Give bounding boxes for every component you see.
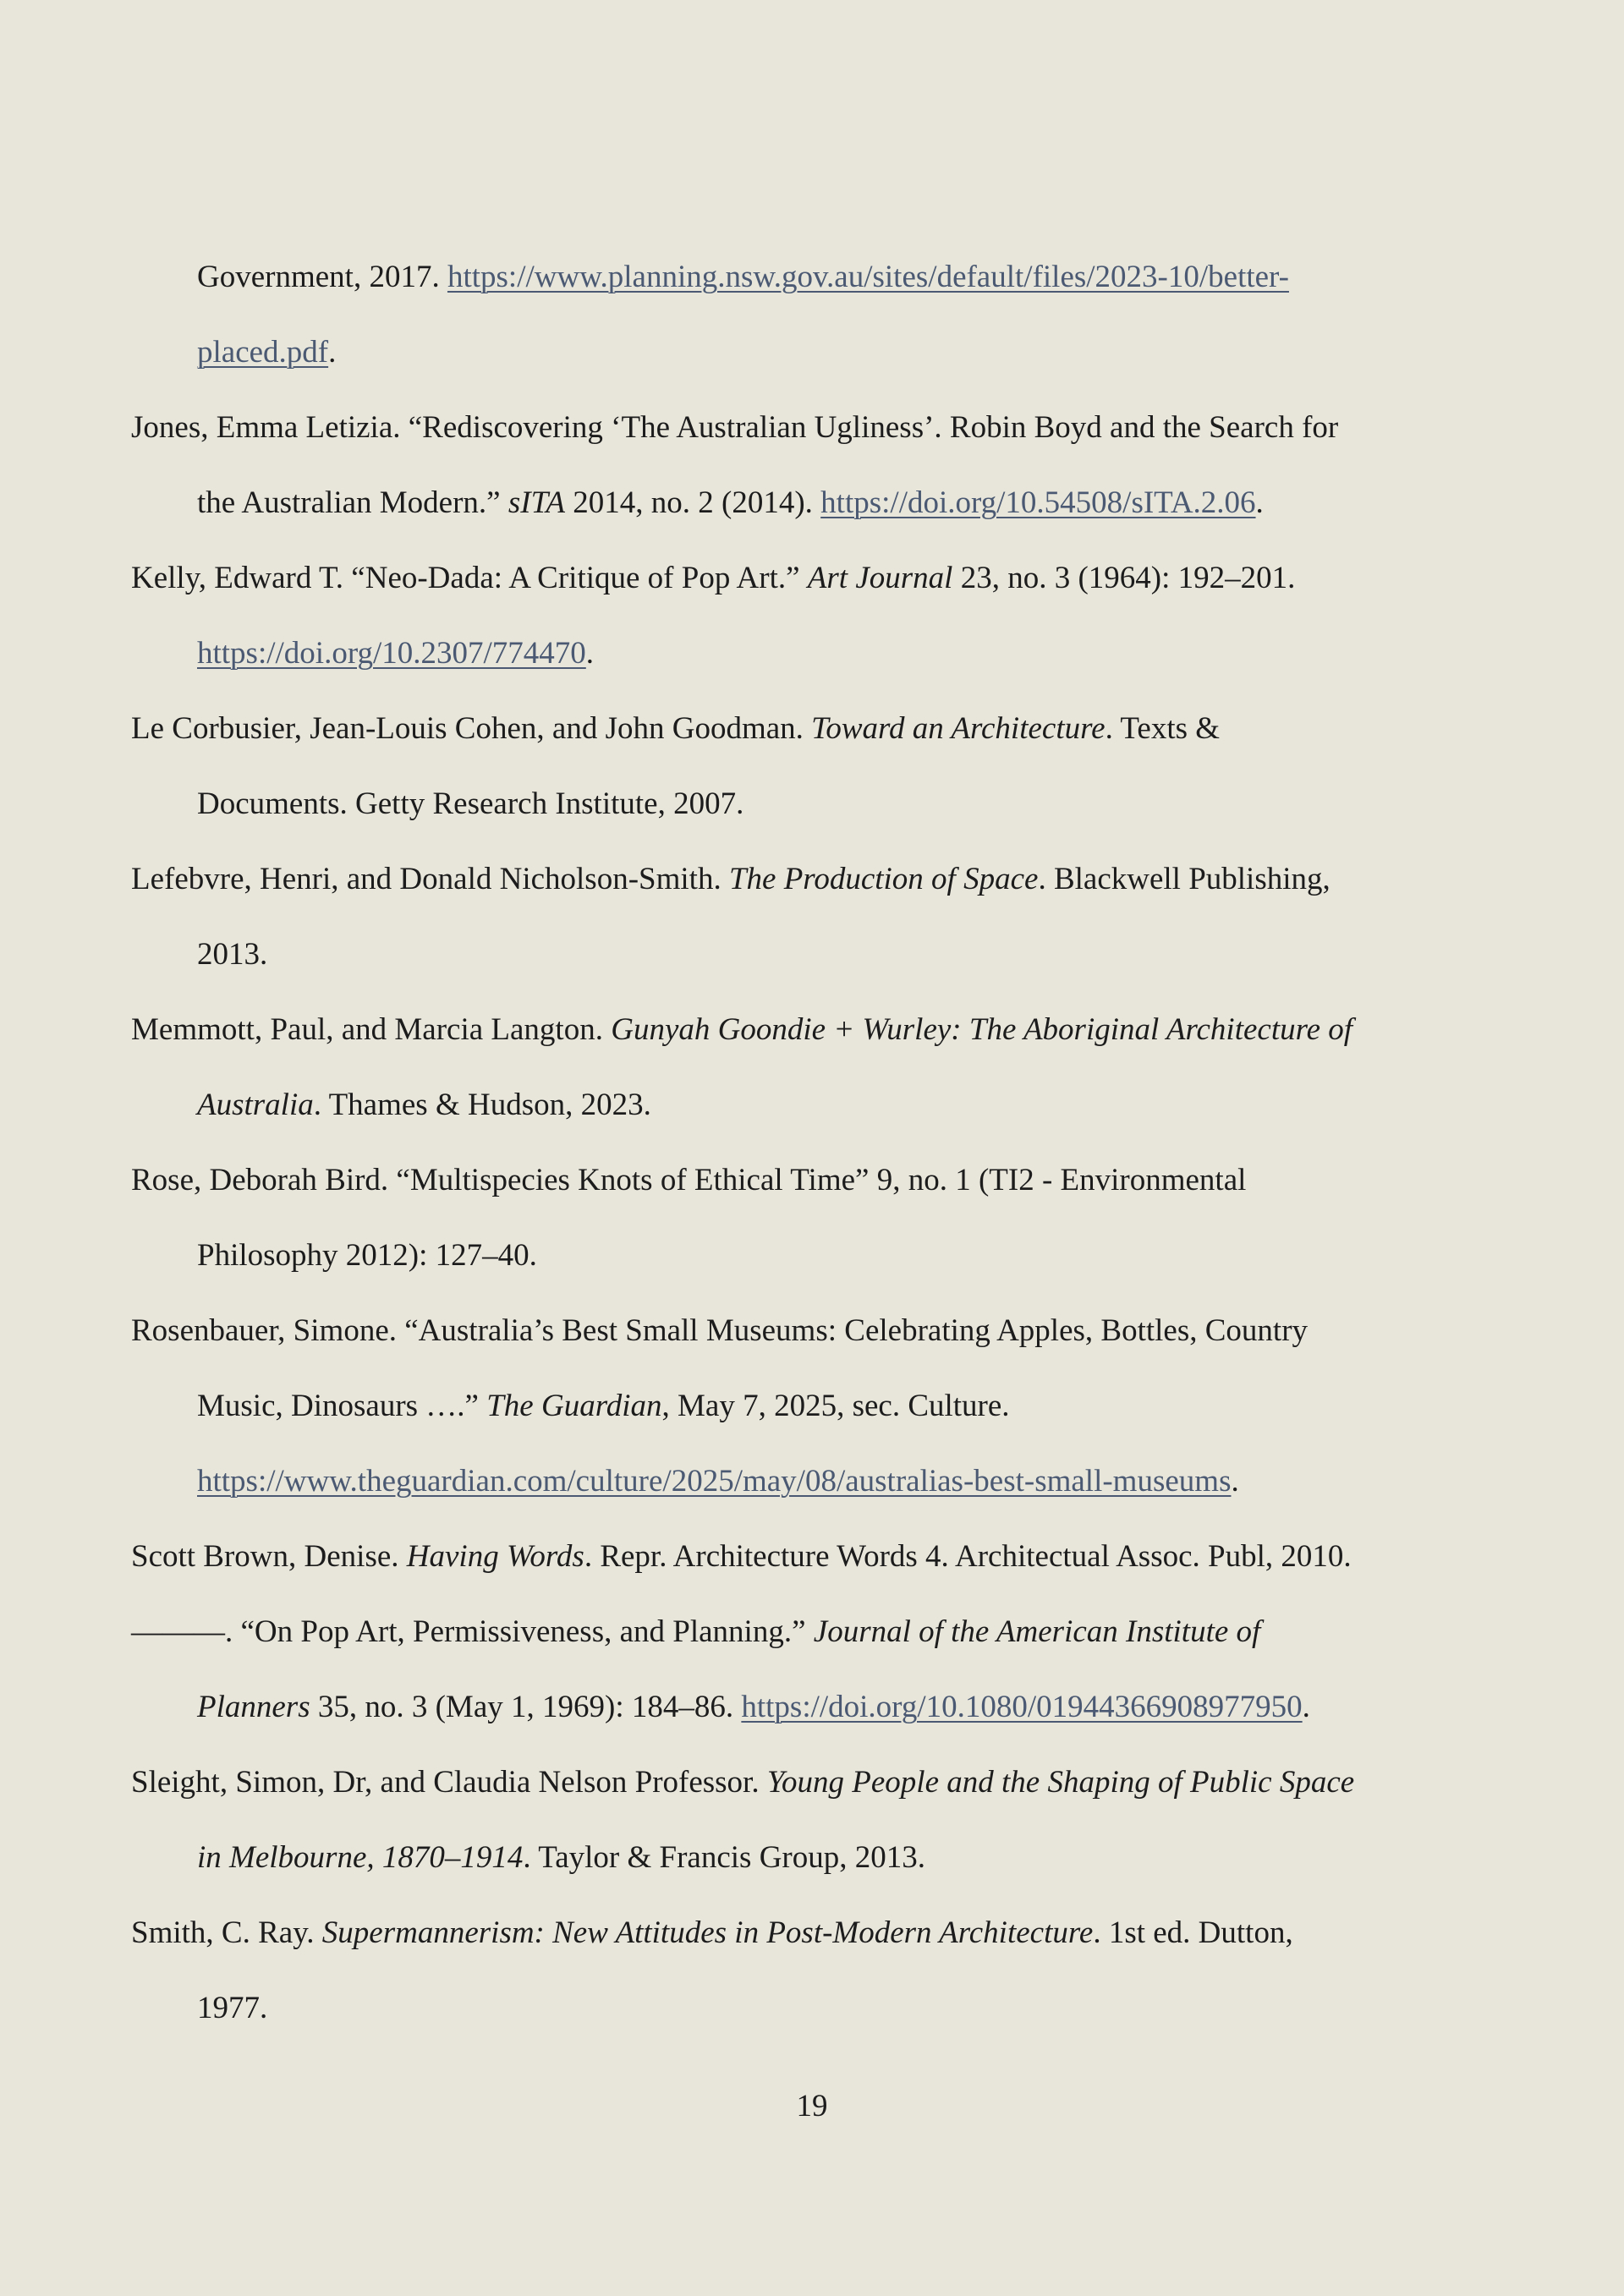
entry-text: Kelly, Edward T. “Neo-Dada: A Critique of Pop Art.” — [131, 561, 808, 595]
entry-line — [197, 1970, 1425, 2046]
italic-title: Supermannerism: New Attitudes in Post-Modern Architecture — [321, 1915, 1094, 1950]
entry-line — [197, 465, 1425, 540]
entry-line — [131, 1895, 1425, 1970]
entry-text: the Australian Modern.” — [197, 485, 508, 520]
entry-text: Memmott, Paul, and Marcia Langton. — [131, 1012, 612, 1047]
entry-line — [197, 315, 1425, 390]
italic-title: Toward an Architecture — [811, 711, 1106, 746]
entry-text: Music, Dinosaurs ….” — [197, 1389, 487, 1423]
reference-link[interactable]: https://www.planning.nsw.gov.au/sites/default/files/2023-10/better- — [447, 260, 1289, 294]
entry-text: 1977. — [197, 1991, 268, 2025]
bibliography-entry — [131, 239, 1425, 390]
entry-text: 35, no. 3 (May 1, 1969): 184–86. — [310, 1690, 742, 1724]
entry-line — [197, 1669, 1425, 1745]
italic-title: in Melbourne, 1870–1914 — [197, 1840, 524, 1875]
entry-text: Sleight, Simon, Dr, and Claudia Nelson Professor. — [131, 1765, 767, 1800]
bibliography-entry — [131, 1143, 1425, 1293]
italic-title: The Guardian — [486, 1389, 662, 1423]
entry-text: ———. “On Pop Art, Permissiveness, and Planning.” — [131, 1614, 814, 1649]
italic-title: sITA — [508, 485, 566, 520]
reference-link[interactable]: placed.pdf — [197, 335, 329, 370]
reference-link[interactable]: https://doi.org/10.54508/sITA.2.06 — [820, 485, 1256, 520]
bibliography-entry — [131, 1895, 1425, 2046]
entry-text: . — [328, 335, 337, 370]
italic-title: Art Journal — [807, 561, 953, 595]
entry-line — [131, 390, 1425, 465]
entry-line — [131, 691, 1425, 766]
entry-text: . Blackwell Publishing, — [1038, 862, 1330, 896]
entry-line — [131, 841, 1425, 917]
entry-text: Smith, C. Ray. — [131, 1915, 322, 1950]
entry-line — [197, 1444, 1425, 1519]
entry-text: 2013. — [197, 937, 268, 972]
bibliography-entry — [131, 691, 1425, 841]
entry-text: Documents. Getty Research Institute, 2007. — [197, 786, 744, 821]
entry-line — [131, 992, 1425, 1067]
entry-line — [197, 1067, 1425, 1143]
entry-text: Philosophy 2012): 127–40. — [197, 1238, 537, 1273]
page-number: 19 — [796, 2089, 828, 2123]
entry-text: 23, no. 3 (1964): 192–201. — [952, 561, 1296, 595]
entry-text: Government, 2017. — [197, 260, 447, 294]
italic-title: Planners — [197, 1690, 310, 1724]
bibliography-entry — [131, 841, 1425, 992]
entry-text: . Texts & — [1105, 711, 1221, 746]
italic-title: The Production of Space — [728, 862, 1039, 896]
entry-text: . 1st ed. Dutton, — [1093, 1915, 1293, 1950]
italic-title: Australia — [197, 1088, 314, 1122]
entry-text: . — [1255, 485, 1264, 520]
bibliography-entry — [131, 992, 1425, 1143]
bibliography-entry — [131, 1594, 1425, 1745]
italic-title: Journal of the American Institute of — [813, 1614, 1261, 1649]
entry-text: . Thames & Hudson, 2023. — [313, 1088, 651, 1122]
entry-text: Rose, Deborah Bird. “Multispecies Knots of Ethical Time” 9, no. 1 (TI2 - Environmental — [131, 1163, 1247, 1197]
entry-text: . — [1231, 1464, 1239, 1499]
bibliography-entry — [131, 390, 1425, 540]
entry-text: Jones, Emma Letizia. “Rediscovering ‘The Australian Ugliness’. Robin Boyd and the Search for — [131, 410, 1339, 445]
entry-line — [131, 1293, 1425, 1368]
entry-line — [197, 766, 1425, 841]
entry-text: . Repr. Architecture Words 4. Architectual Assoc. Publ, 2010. — [584, 1539, 1352, 1574]
reference-link[interactable]: https://doi.org/10.2307/774470 — [197, 636, 586, 671]
entry-text: 2014, no. 2 (2014). — [565, 485, 821, 520]
entry-line — [197, 1218, 1425, 1293]
entry-line — [197, 1368, 1425, 1444]
entry-text: , May 7, 2025, sec. Culture. — [661, 1389, 1010, 1423]
entry-text: . Taylor & Francis Group, 2013. — [523, 1840, 925, 1875]
italic-title: Young People and the Shaping of Public Space — [766, 1765, 1355, 1800]
entry-text: Le Corbusier, Jean-Louis Cohen, and John Goodman. — [131, 711, 812, 746]
entry-line — [131, 540, 1425, 616]
entry-line — [197, 1820, 1425, 1895]
entry-line — [131, 1594, 1425, 1669]
italic-title: Having Words — [406, 1539, 584, 1574]
entry-text: Lefebvre, Henri, and Donald Nicholson-Smith. — [131, 862, 729, 896]
reference-link[interactable]: https://www.theguardian.com/culture/2025/may/08/australias-best-small-museums — [197, 1464, 1232, 1499]
bibliography-entry — [131, 1293, 1425, 1519]
entry-text: . — [585, 636, 595, 671]
bibliography-entry — [131, 1519, 1425, 1594]
entry-line — [131, 1745, 1425, 1820]
entry-text: Rosenbauer, Simone. “Australia’s Best Small Museums: Celebrating Apples, Bottles, Country — [131, 1313, 1309, 1348]
reference-link[interactable]: https://doi.org/10.1080/01944366908977950 — [741, 1690, 1303, 1724]
entry-line — [197, 239, 1425, 315]
bibliography-entry — [131, 1745, 1425, 1895]
entry-line — [197, 616, 1425, 691]
bibliography-entry — [131, 540, 1425, 691]
bibliography-list — [131, 239, 1425, 2046]
entry-text: . — [1302, 1690, 1310, 1724]
italic-title: Gunyah Goondie + Wurley: The Aboriginal Architecture of — [611, 1012, 1353, 1047]
entry-line — [131, 1143, 1425, 1218]
entry-line — [197, 917, 1425, 992]
entry-line — [131, 1519, 1425, 1594]
entry-text: Scott Brown, Denise. — [131, 1539, 407, 1574]
